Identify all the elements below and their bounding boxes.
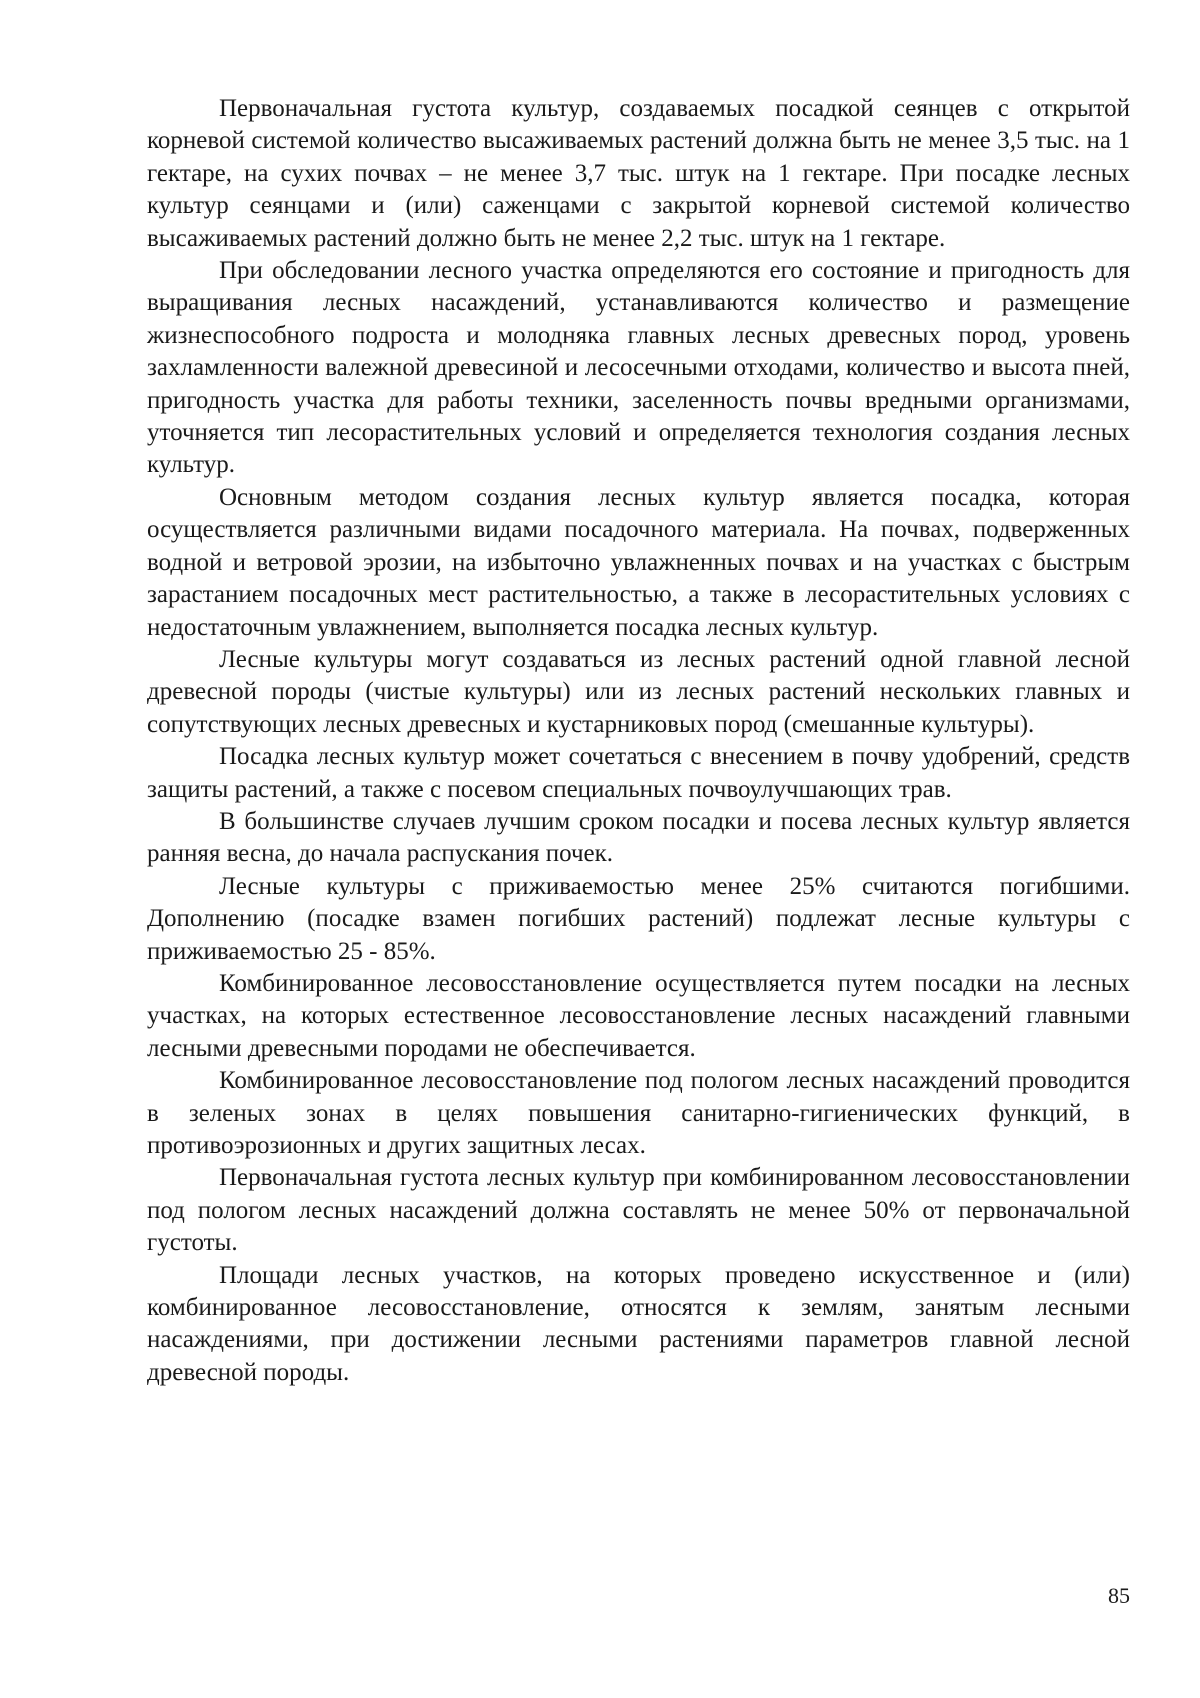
paragraph-combined-restoration: Комбинированное лесовосстановление осуществляется путем посадки на лесных участках, на которых естественное лесовосстановление лесных насаждений главными лесными древесными породами не обеспечивается.	[147, 969, 1130, 1062]
paragraph-planting-season: В большинстве случаев лучшим сроком посадки и посева лесных культур является ранняя весна, до начала распускания почек.	[147, 807, 1130, 868]
paragraph-canopy-restoration: Комбинированное лесовосстановление под пологом лесных насаждений проводится в зеленых зонах в целях повышения санитарно-гигиенических функций, в противоэрозионных и других защитных лесах.	[147, 1067, 1130, 1159]
body-text	[147, 93, 1130, 1389]
paragraph-combined-density: Первоначальная густота лесных культур при комбинированном лесовосстановлении под пологом лесных насаждений должна составлять не менее 50% от первоначальной густоты.	[147, 1164, 1130, 1257]
paragraph-survival-rate: Лесные культуры с приживаемостью менее 25% считаются погибшими. Дополнению (посадке взамен погибших растений) подлежат лесные культуры с приживаемостью 25 - 85%.	[147, 872, 1130, 965]
paragraph-initial-density: Первоначальная густота культур, создаваемых посадкой сеянцев с открытой корневой системой количество высаживаемых растений должна быть не менее 3,5 тыс. на 1 гектаре, на сухих почвах – не менее 3,7 тыс. штук на 1 гектаре. При посадке лесных культур сеянцами и (или) саженцами с закрытой корневой системой количество высаживаемых растений должно быть не менее 2,2 тыс. штук на 1 гектаре.	[147, 95, 1130, 252]
paragraph-pure-mixed-cultures: Лесные культуры могут создаваться из лесных растений одной главной лесной древесной породы (чистые культуры) или из лесных растений нескольких главных и сопутствующих лесных древесных и кустарниковых пород (смешанные культуры).	[147, 645, 1130, 738]
paragraph-fertilizers: Посадка лесных культур может сочетаться с внесением в почву удобрений, средств защиты растений, а также с посевом специальных почвоулучшающих трав.	[147, 743, 1130, 803]
paragraph-site-survey: При обследовании лесного участка определяются его состояние и пригодность для выращивания лесных насаждений, устанавливаются количество и размещение жизнеспособного подроста и молодняка главных лесных древесных пород, уровень захламленности валежной древесиной и лесосечными отходами, количество и высота пней, пригодность участка для работы техники, заселенность почвы вредными организмами, уточняется тип лесорастительных условий и определяется технология создания лесных культур.	[147, 257, 1130, 479]
page-number: 85	[1108, 1583, 1130, 1608]
paragraph-land-classification: Площади лесных участков, на которых проведено искусственное и (или) комбинированное лесовосстановление, относятся к землям, занятым лесными насаждениями, при достижении лесными растениями параметров главной лесной древесной породы.	[147, 1261, 1130, 1386]
paragraph-planting-method: Основным методом создания лесных культур является посадка, которая осуществляется различными видами посадочного материала. На почвах, подверженных водной и ветровой эрозии, на избыточно увлажненных почвах и на участках с быстрым зарастанием посадочных мест растительностью, а также в лесорастительных условиях с недостаточным увлажнением, выполняется посадка лесных культур.	[147, 483, 1130, 641]
